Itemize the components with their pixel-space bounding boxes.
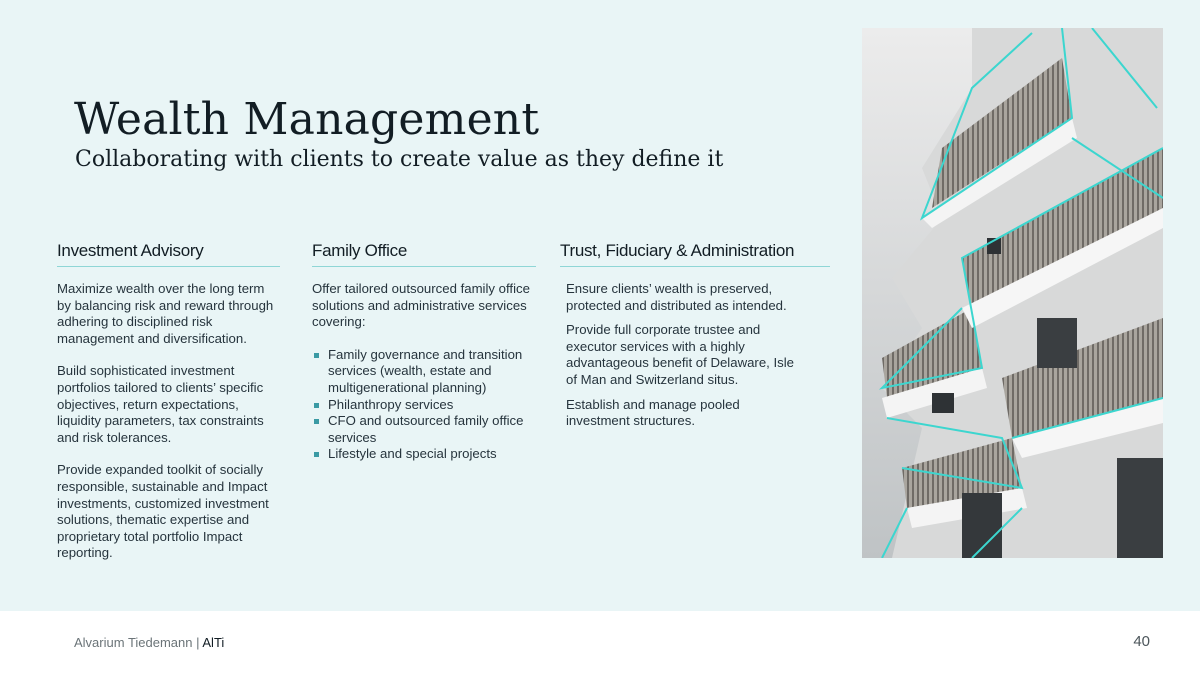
page-subtitle: Collaborating with clients to create value as they define it bbox=[75, 147, 724, 172]
list-item: CFO and outsourced family office services bbox=[312, 413, 536, 446]
list-item: Family governance and transition services (wealth, estate and multigenerational planning) bbox=[312, 347, 536, 397]
column-paragraph: Offer tailored outsourced family office solutions and administrative services covering: bbox=[312, 281, 530, 330]
list-item: Lifestyle and special projects bbox=[312, 446, 536, 463]
column-heading: Investment Advisory bbox=[57, 241, 280, 267]
column-investment-advisory bbox=[57, 241, 280, 578]
page-number: 40 bbox=[1133, 633, 1150, 650]
brand-short-name: AlTi bbox=[202, 635, 225, 650]
column-trust-fiduciary bbox=[560, 241, 830, 446]
column-paragraph: Maximize wealth over the long term by balancing risk and reward through adhering to disciplined risk management and diversification. bbox=[57, 281, 274, 346]
square-bullet-icon bbox=[314, 353, 319, 358]
building-facade-image bbox=[862, 28, 1163, 558]
bullet-list bbox=[312, 347, 536, 463]
column-paragraph: Provide expanded toolkit of socially responsible, sustainable and Impact investments, customized investment solutions, thematic expertise and proprietary total portfolio Impact reporting. bbox=[57, 462, 269, 561]
column-heading: Trust, Fiduciary & Administration bbox=[560, 241, 830, 267]
column-paragraph: Provide full corporate trustee and executor services with a highly advantageous benefit of Delaware, Isle of Man and Switzerland situs. bbox=[566, 322, 794, 387]
list-item: Philanthropy services bbox=[312, 397, 536, 414]
footer-brand: Alvarium Tiedemann | AlTi bbox=[74, 635, 225, 650]
square-bullet-icon bbox=[314, 419, 319, 424]
building-facade-illustration bbox=[862, 28, 1163, 558]
column-paragraph: Establish and manage pooled investment structures. bbox=[566, 396, 740, 429]
square-bullet-icon bbox=[314, 403, 319, 408]
page-title: Wealth Management bbox=[74, 94, 540, 145]
column-paragraph: Ensure clients’ wealth is preserved, protected and distributed as intended. bbox=[566, 281, 787, 313]
column-body bbox=[560, 281, 802, 430]
column-family-office bbox=[312, 241, 536, 463]
column-heading: Family Office bbox=[312, 241, 536, 267]
column-paragraph: Build sophisticated investment portfolios tailored to clients’ specific objectives, return expectations, liquidity parameters, tax constraints and risk tolerances. bbox=[57, 363, 264, 445]
square-bullet-icon bbox=[314, 452, 319, 457]
